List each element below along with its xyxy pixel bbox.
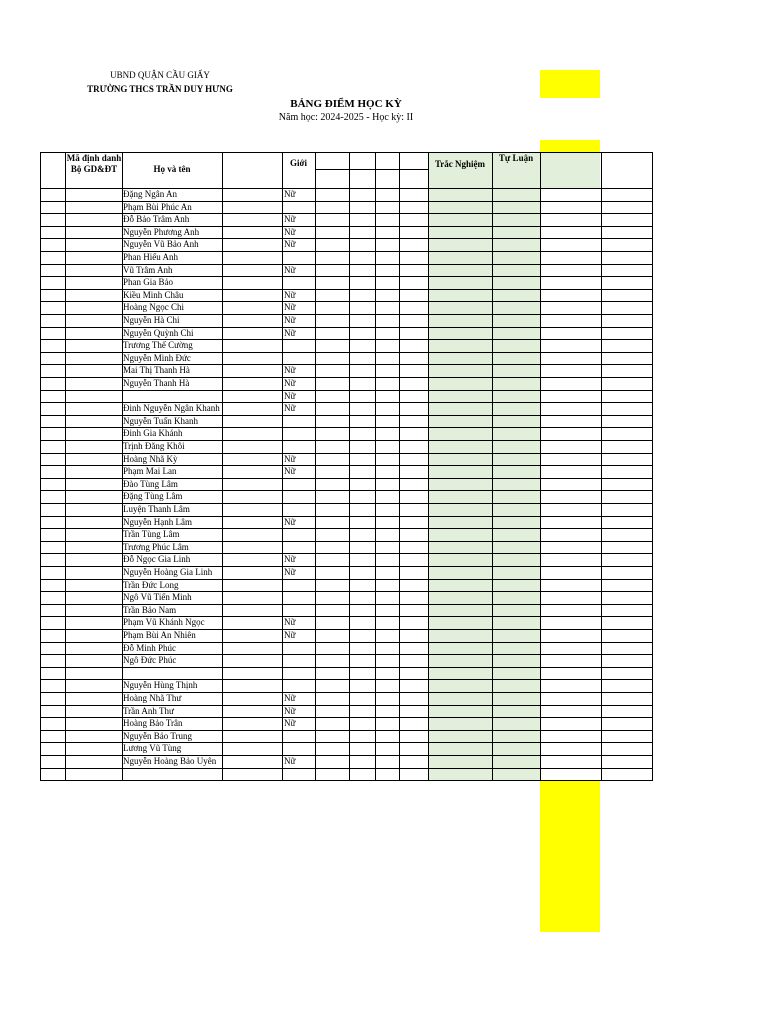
department-name: UBND QUẬN CẦU GIẤY — [110, 70, 210, 80]
student-name: Phan Hiếu Anh — [123, 252, 178, 262]
grid-line — [40, 780, 653, 781]
student-gender: Nữ — [284, 693, 296, 703]
student-name: Nguyễn Bảo Trung — [123, 730, 193, 741]
student-gender: Nữ — [284, 378, 296, 388]
student-name: Hoàng Ngọc Chi — [123, 302, 184, 313]
grid-line — [40, 327, 653, 328]
student-name: Hoàng Bảo Trân — [123, 718, 183, 729]
student-name: Vũ Trâm Anh — [123, 264, 173, 275]
student-name: Đỗ Bảo Trâm Anh — [123, 214, 190, 225]
grid-line — [122, 152, 123, 781]
grid-line — [40, 516, 653, 517]
grid-line — [65, 152, 66, 781]
student-gender: Nữ — [284, 239, 296, 250]
grid-line — [40, 390, 653, 391]
grid-line — [40, 226, 653, 227]
header-name: Họ và tên — [153, 164, 191, 174]
student-gender: Nữ — [284, 617, 296, 628]
grid-line — [40, 188, 653, 189]
grid-line — [40, 642, 653, 643]
student-name: Nguyễn Vũ Bảo Anh — [123, 239, 199, 250]
grid-line — [40, 152, 653, 153]
grid-line — [40, 264, 653, 265]
grid-line — [540, 152, 541, 781]
student-name: Đỗ Minh Phúc — [123, 642, 177, 653]
grid-line — [40, 465, 653, 466]
student-name: Nguyễn Quỳnh Chi — [123, 327, 194, 338]
grid-line — [40, 427, 653, 428]
grid-line — [40, 440, 653, 441]
grid-line — [40, 314, 653, 315]
student-name: Đặng Ngân An — [123, 189, 177, 199]
highlight-cell-header — [540, 140, 600, 152]
grid-line — [40, 679, 653, 680]
student-name: Ngô Đức Phúc — [123, 655, 177, 666]
student-gender: Nữ — [284, 315, 296, 325]
grid-line — [40, 692, 653, 693]
grid-line — [40, 616, 653, 617]
student-name: Phạm Bùi Phúc An — [123, 201, 192, 212]
grid-line — [40, 478, 653, 479]
student-gender: Nữ — [284, 214, 296, 225]
grid-line — [40, 591, 653, 592]
student-gender: Nữ — [284, 302, 296, 313]
grid-line — [222, 152, 223, 781]
header-student-id: Mã định danh Bộ GD&ĐT — [66, 153, 122, 174]
extra-column-header-fill — [541, 152, 600, 188]
grid-line — [40, 213, 653, 214]
score-columns-fill — [428, 152, 540, 780]
grid-line — [40, 541, 653, 542]
grid-line — [40, 276, 653, 277]
grid-line — [315, 169, 428, 170]
grid-line — [40, 705, 653, 706]
student-name: Nguyễn Hạnh Lâm — [123, 516, 192, 527]
student-name: Nguyễn Minh Đức — [123, 352, 191, 363]
student-name: Phan Gia Bảo — [123, 277, 173, 288]
student-name: Đào Tùng Lâm — [123, 478, 178, 489]
grid-line — [40, 742, 653, 743]
student-gender: Nữ — [284, 718, 296, 729]
student-gender: Nữ — [284, 554, 296, 565]
student-name: Kiều Minh Châu — [123, 289, 184, 300]
grid-line — [282, 152, 283, 781]
grid-line — [40, 654, 653, 655]
grid-line — [40, 238, 653, 239]
grid-line — [40, 528, 653, 529]
student-name: Nguyễn Hoàng Gia Linh — [123, 567, 213, 577]
student-gender: Nữ — [284, 516, 296, 527]
student-gender: Nữ — [284, 189, 296, 199]
highlight-cell-top — [540, 70, 600, 98]
grid-line — [40, 667, 653, 668]
grid-line — [315, 152, 316, 781]
student-gender: Nữ — [284, 567, 296, 577]
student-name: Đinh Gia Khánh — [123, 428, 183, 439]
student-name: Mai Thị Thanh Hà — [123, 365, 190, 376]
grid-line — [601, 152, 602, 781]
student-gender: Nữ — [284, 365, 296, 376]
grid-line — [40, 415, 653, 416]
student-name: Trương Phúc Lâm — [123, 541, 189, 552]
student-gender: Nữ — [284, 630, 296, 640]
grid-line — [40, 730, 653, 731]
grid-line — [40, 755, 653, 756]
grid-line — [652, 152, 653, 781]
student-name: Lương Vũ Tùng — [123, 743, 182, 754]
student-name: Nguyễn Hoàng Bảo Uyên — [123, 756, 217, 766]
student-name: Nguyễn Hùng Thịnh — [123, 680, 198, 691]
grid-line — [40, 402, 653, 403]
school-name: TRƯỜNG THCS TRẦN DUY HƯNG — [87, 84, 233, 94]
student-name: Phạm Mai Lan — [123, 466, 177, 477]
student-name: Luyện Thanh Lâm — [123, 504, 190, 514]
student-name: Đỗ Ngọc Gia Linh — [123, 554, 191, 565]
grid-line — [40, 503, 653, 504]
student-name: Đặng Tùng Lâm — [123, 491, 183, 502]
student-name: Trần Tùng Lâm — [123, 529, 180, 540]
grid-line — [40, 566, 653, 567]
student-name: Phạm Bùi An Nhiên — [123, 630, 196, 640]
grid-line — [40, 768, 653, 769]
student-gender: Nữ — [284, 327, 296, 338]
student-name: Nguyễn Hà Chi — [123, 315, 180, 325]
student-name: Phạm Vũ Khánh Ngọc — [123, 617, 205, 628]
student-gender: Nữ — [284, 264, 296, 275]
page-subtitle: Năm học: 2024-2025 - Học kỳ: II — [278, 112, 414, 123]
grid-line — [349, 152, 350, 781]
student-name: Hoàng Nhã Thư — [123, 693, 182, 703]
student-gender: Nữ — [284, 453, 296, 464]
student-gender: Nữ — [284, 756, 296, 766]
student-name: Nguyễn Tuấn Khanh — [123, 415, 199, 426]
student-gender: Nữ — [284, 289, 296, 300]
grid-line — [428, 152, 429, 781]
student-name: Hoàng Nhã Kỳ — [123, 453, 178, 464]
student-name: Nguyễn Phương Anh — [123, 226, 200, 237]
header-essay: Tự Luận — [498, 153, 534, 163]
grid-line — [40, 377, 653, 378]
grid-line — [492, 152, 493, 781]
student-name: Trương Thế Cường — [123, 340, 193, 351]
grid-line — [40, 251, 653, 252]
student-name: Trần Bảo Nam — [123, 604, 177, 615]
student-name: Trần Anh Thư — [123, 705, 174, 716]
grid-line — [375, 152, 376, 781]
page-title: BẢNG ĐIỂM HỌC KỲ — [290, 98, 402, 110]
grid-line — [40, 629, 653, 630]
grid-line — [40, 301, 653, 302]
highlight-cell-bottom — [540, 780, 600, 932]
student-name: Đinh Nguyễn Ngân Khanh — [123, 403, 220, 414]
header-gender: Giới — [290, 158, 307, 168]
grid-line — [40, 579, 653, 580]
student-gender: Nữ — [284, 390, 296, 401]
grid-line — [40, 604, 653, 605]
student-gender: Nữ — [284, 226, 296, 237]
student-name: Trịnh Đăng Khôi — [123, 441, 185, 451]
student-gender: Nữ — [284, 466, 296, 477]
grid-line — [40, 717, 653, 718]
student-gender: Nữ — [284, 705, 296, 716]
student-name: Nguyễn Thanh Hà — [123, 378, 190, 388]
grid-line — [40, 152, 41, 781]
grid-line — [40, 289, 653, 290]
grid-line — [40, 553, 653, 554]
grid-line — [40, 490, 653, 491]
grid-line — [40, 453, 653, 454]
grid-line — [399, 152, 400, 781]
student-name: Ngô Vũ Tiến Minh — [123, 592, 192, 603]
student-gender: Nữ — [284, 403, 296, 414]
grid-line — [40, 339, 653, 340]
student-name: Trần Đức Long — [123, 579, 179, 590]
grid-line — [40, 352, 653, 353]
grid-line — [40, 201, 653, 202]
grid-line — [40, 364, 653, 365]
header-multiple-choice: Trắc Nghiệm — [434, 159, 486, 169]
